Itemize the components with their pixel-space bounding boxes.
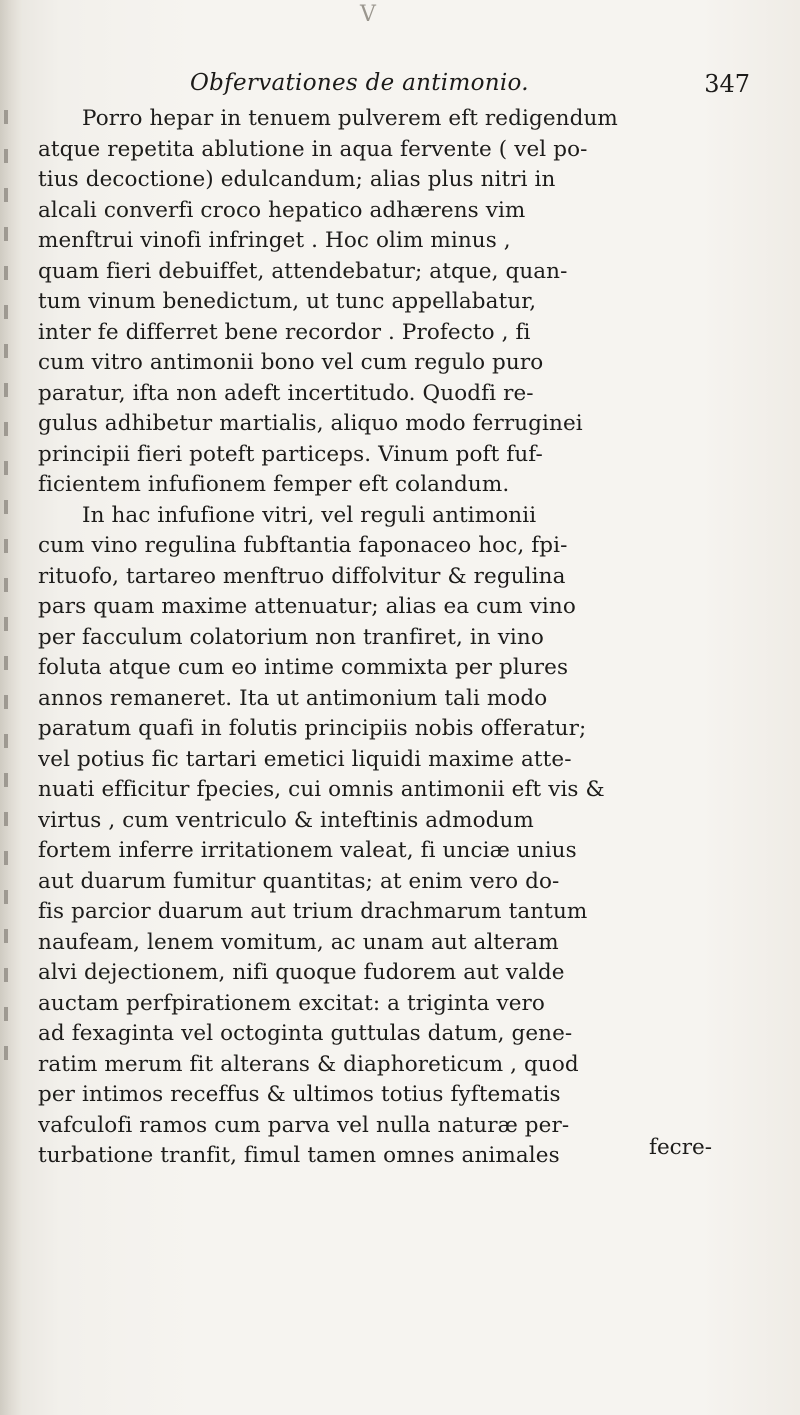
text-line: cum vitro antimonii bono vel cum regulo puro — [38, 350, 544, 375]
gutter-marks — [4, 110, 16, 1110]
text-line: alvi dejectionem, nifi quoque fudorem aut valde — [38, 960, 565, 985]
text-line: Porro hepar in tenuem pulverem eft redigendum — [82, 106, 618, 131]
text-line: tius decoctione) edulcandum; alias plus nitri in — [38, 167, 556, 192]
text-line: gulus adhibetur martialis, aliquo modo ferruginei — [38, 411, 583, 436]
text-line: rituofo, tartareo menftruo diffolvitur & regulina — [38, 563, 566, 589]
text-line: pars quam maxime attenuatur; alias ea cum vino — [38, 594, 576, 619]
text-line: principii fieri poteft particeps. Vinum poft fuf- — [38, 441, 543, 467]
text-line: tum vinum benedictum, ut tunc appellabatur, — [38, 289, 537, 314]
text-line: annos remaneret. Ita ut antimonium tali modo — [38, 685, 548, 711]
text-line: per facculum colatorium non tranfiret, in vino — [38, 624, 544, 650]
text-line: paratum quafi in folutis principiis nobis offeratur; — [38, 716, 587, 741]
text-line: fis parcior duarum aut trium drachmarum tantum — [38, 899, 588, 924]
text-line: alcali converfi croco hepatico adhærens vim — [38, 197, 526, 223]
text-line: inter fe differret bene recordor . Profecto , fi — [38, 319, 531, 345]
text-line: foluta atque cum eo intime commixta per plures — [38, 655, 569, 680]
text-line: vafculofi ramos cum parva vel nulla naturæ per- — [38, 1112, 570, 1138]
text-line: atque repetita ablutione in aqua fervente ( vel po- — [38, 136, 588, 162]
text-line: cum vino regulina fubftantia faponaceo hoc, fpi- — [38, 533, 568, 558]
text-line: virtus , cum ventriculo & inteftinis admodum — [38, 807, 534, 833]
text-line: menftrui vinofi infringet . Hoc olim minus , — [38, 228, 511, 253]
running-title: Obfervationes de antimonio. — [190, 70, 529, 96]
text-line: auctam perfpirationem excitat: a triginta vero — [38, 990, 545, 1016]
text-line: aut duarum fumitur quantitas; at enim vero do- — [38, 868, 560, 894]
text-line: naufeam, lenem vomitum, ac unam aut alteram — [38, 929, 559, 955]
page-number: 347 — [704, 70, 750, 98]
page-header — [190, 70, 750, 104]
text-line: paratur, ifta non adeft incertitudo. Quodfi re- — [38, 380, 534, 406]
binding-gutter — [0, 0, 22, 1415]
text-line: ad fexaginta vel octoginta guttulas datum, gene- — [38, 1021, 573, 1046]
text-line: ratim merum fit alterans & diaphoreticum , quod — [38, 1051, 579, 1077]
text-line: turbatione tranfit, fimul tamen omnes animales — [38, 1143, 560, 1168]
text-line: ficientem infufionem femper eft colandum. — [38, 472, 510, 497]
text-line: quam fieri debuiffet, attendebatur; atque, quan- — [38, 258, 568, 284]
body-text — [38, 104, 763, 1172]
corner-mark: V — [360, 2, 376, 27]
catchword: fecre- — [649, 1135, 712, 1160]
text-line: per intimos receffus & ultimos totius fyftematis — [38, 1082, 561, 1107]
text-line: vel potius fic tartari emetici liquidi maxime atte- — [38, 746, 572, 772]
text-line: In hac infufione vitri, vel reguli antimonii — [82, 502, 537, 528]
text-line: nuati efficitur fpecies, cui omnis antimonii eft vis & — [38, 777, 605, 802]
text-line: fortem inferre irritationem valeat, fi unciæ unius — [38, 838, 577, 863]
